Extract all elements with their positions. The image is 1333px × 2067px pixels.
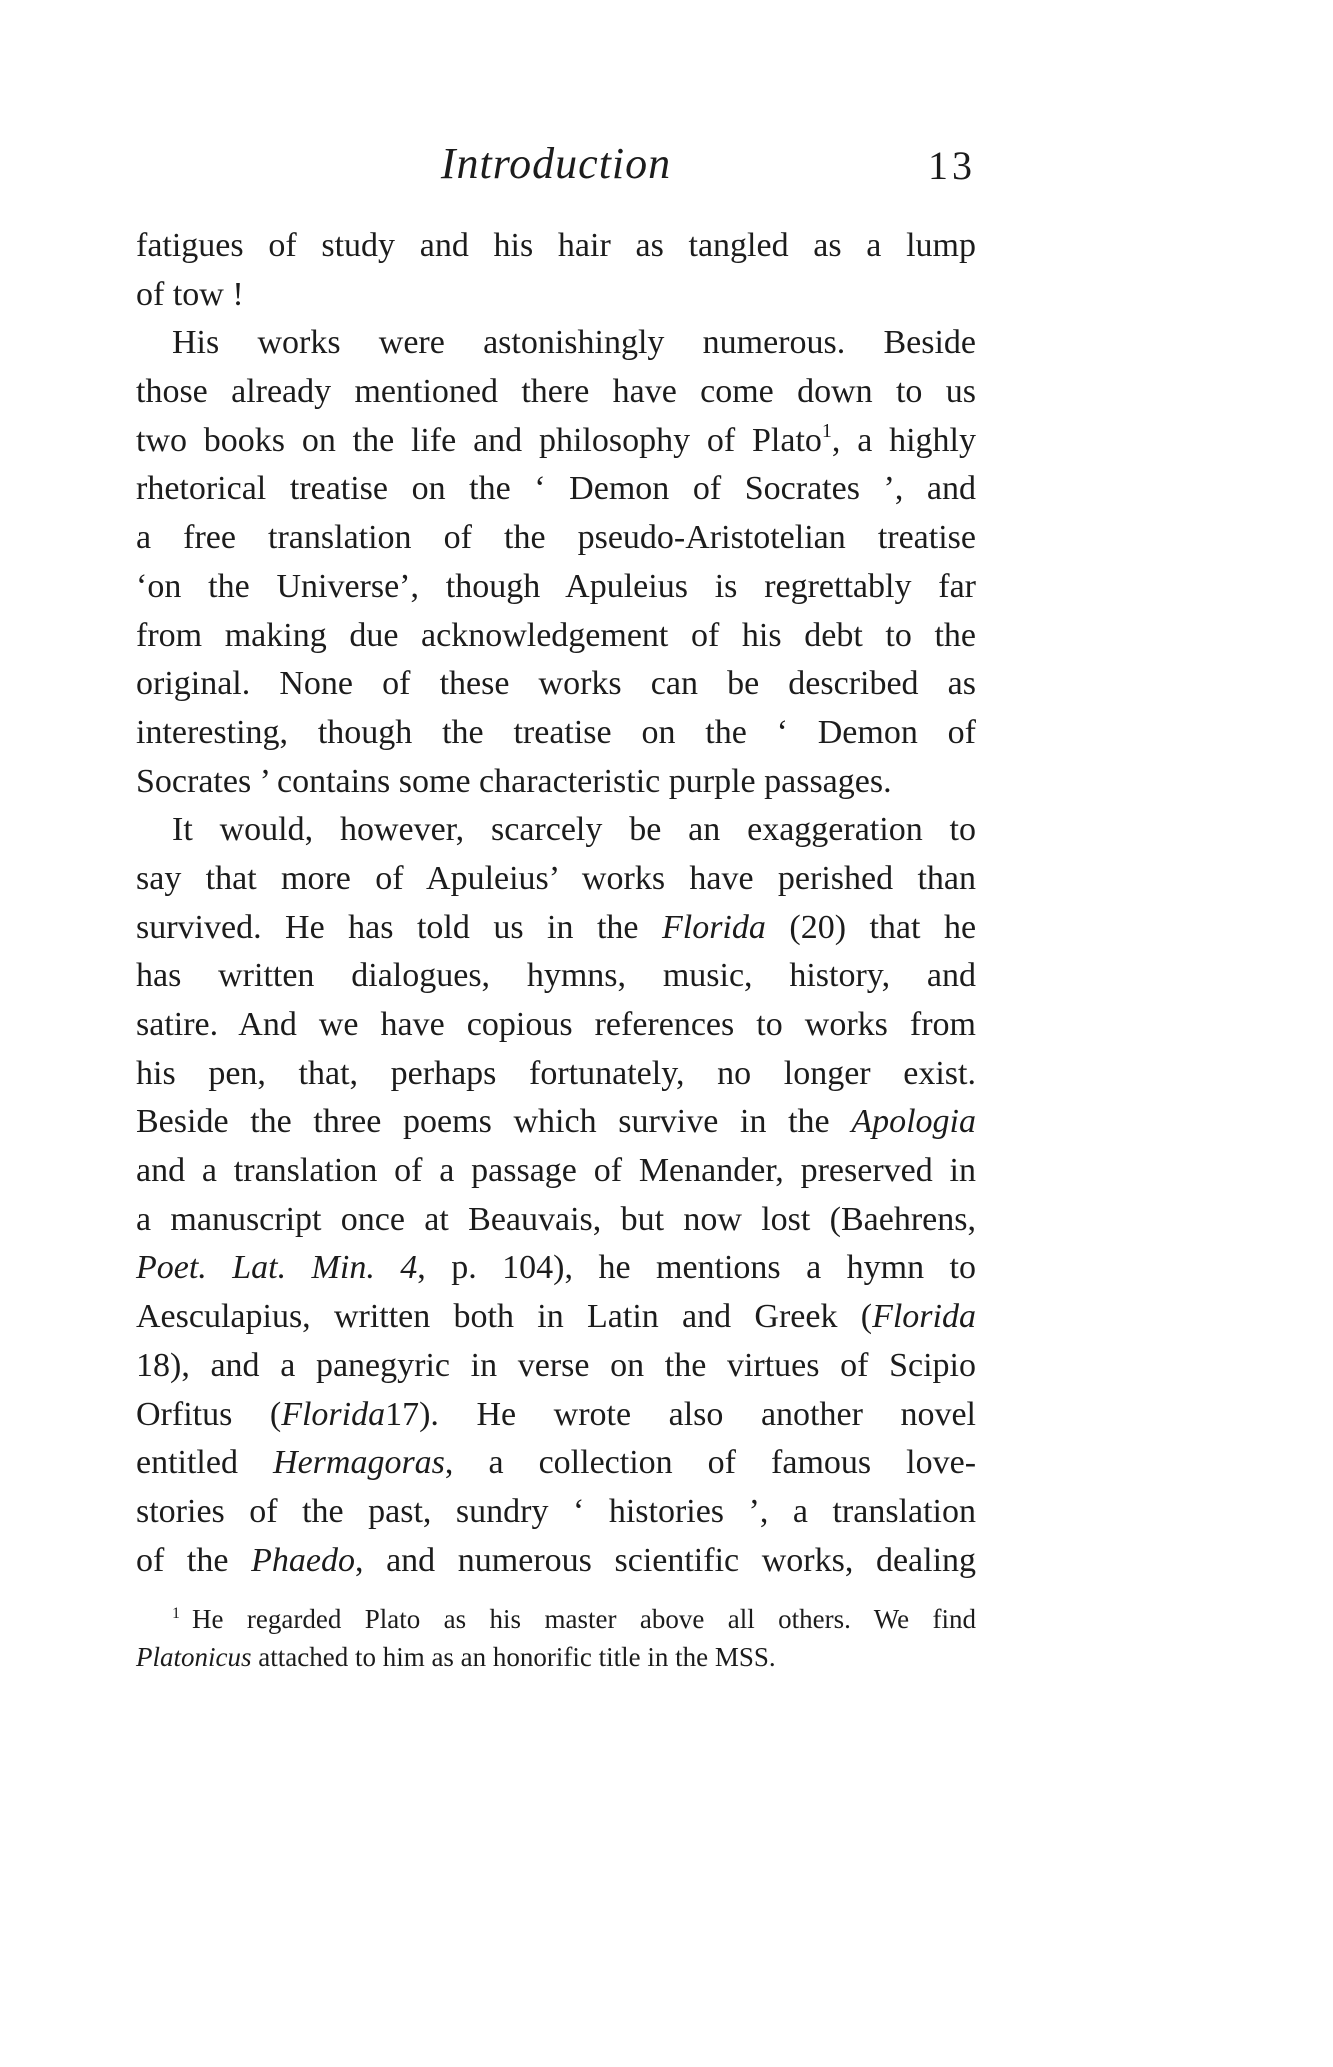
italic-title: Phaedo [251,1541,355,1579]
text-line: interesting, though the treatise on the ‘ Demon of [136,713,976,751]
text-line: His works were astonishingly numerous. Beside [172,324,976,362]
page-header [136,138,976,198]
text-line: of tow ! [136,275,244,313]
text-line: It would, however, scarcely be an exaggeration to [172,811,976,849]
text-line: and a translation of a passage of Menander, preserved in [136,1152,976,1190]
text-line: say that more of Apuleius’ works have perished than [136,859,976,897]
text-line: Poet. Lat. Min. 4, p. 104), he mentions a hymn to [136,1249,976,1287]
italic-title: Platonicus [136,1642,252,1672]
footnote-line: Platonicus attached to him as an honorific title in the MSS. [136,1642,776,1672]
text-line: those already mentioned there have come down to us [136,373,976,411]
text-line: stories of the past, sundry ‘ histories ’, a translation [136,1492,976,1530]
text-line: a manuscript once at Beauvais, but now lost (Baehrens, [136,1200,976,1238]
running-title: Introduction [440,139,672,188]
text-line: his pen, that, perhaps fortunately, no longer exist. [136,1054,976,1092]
text-line: Beside the three poems which survive in the Apologia [136,1103,976,1141]
text-line: Aesculapius, written both in Latin and Greek (Florida [136,1298,976,1336]
text-line: survived. He has told us in the Florida (20) that he [136,908,977,946]
text-line: fatigues of study and his hair as tangled as a lump [136,227,976,264]
text-line: 18), and a panegyric in verse on the virtues of Scipio [136,1346,976,1384]
text-line: original. None of these works can be described as [136,665,976,703]
italic-title: Florida [872,1298,976,1336]
text-line: of the Phaedo, and numerous scientific works, dealing [136,1541,977,1579]
italic-title: Florida [661,908,766,946]
footnote-line: $^1$ He regarded Plato as his master above all others. We find [172,1604,976,1634]
text-line: entitled Hermagoras, a collection of famous love- [136,1444,977,1482]
footnote-reference: 1 [821,419,832,442]
italic-title: Hermagoras [273,1444,445,1482]
italic-title: Florida [281,1395,386,1433]
body-text [136,222,976,1585]
italic-title: Apologia [851,1103,976,1141]
italic-title: Poet. Lat. Min. 4 [136,1249,418,1287]
footnote-mark: 1 [172,1605,180,1622]
text-line: ‘on the Universe’, though Apuleius is regrettably far [136,567,976,605]
text-line: two books on the life and philosophy of Plato$^1$, a highly [136,419,976,459]
text-line: Socrates ’ contains some characteristic purple passages. [136,762,892,800]
text-line: rhetorical treatise on the ‘ Demon of Socrates ’, and [136,470,976,508]
text-line: a free translation of the pseudo-Aristotelian treatise [136,519,976,557]
text-line: Orfitus (Florida17). He wrote also another novel [136,1395,976,1433]
footnotes [136,1600,976,1676]
text-line: satire. And we have copious references to works from [136,1006,976,1043]
page-number: 13 [928,143,976,188]
text-line: from making due acknowledgement of his debt to the [136,616,976,654]
text-line: has written dialogues, hymns, music, history, and [136,957,976,995]
